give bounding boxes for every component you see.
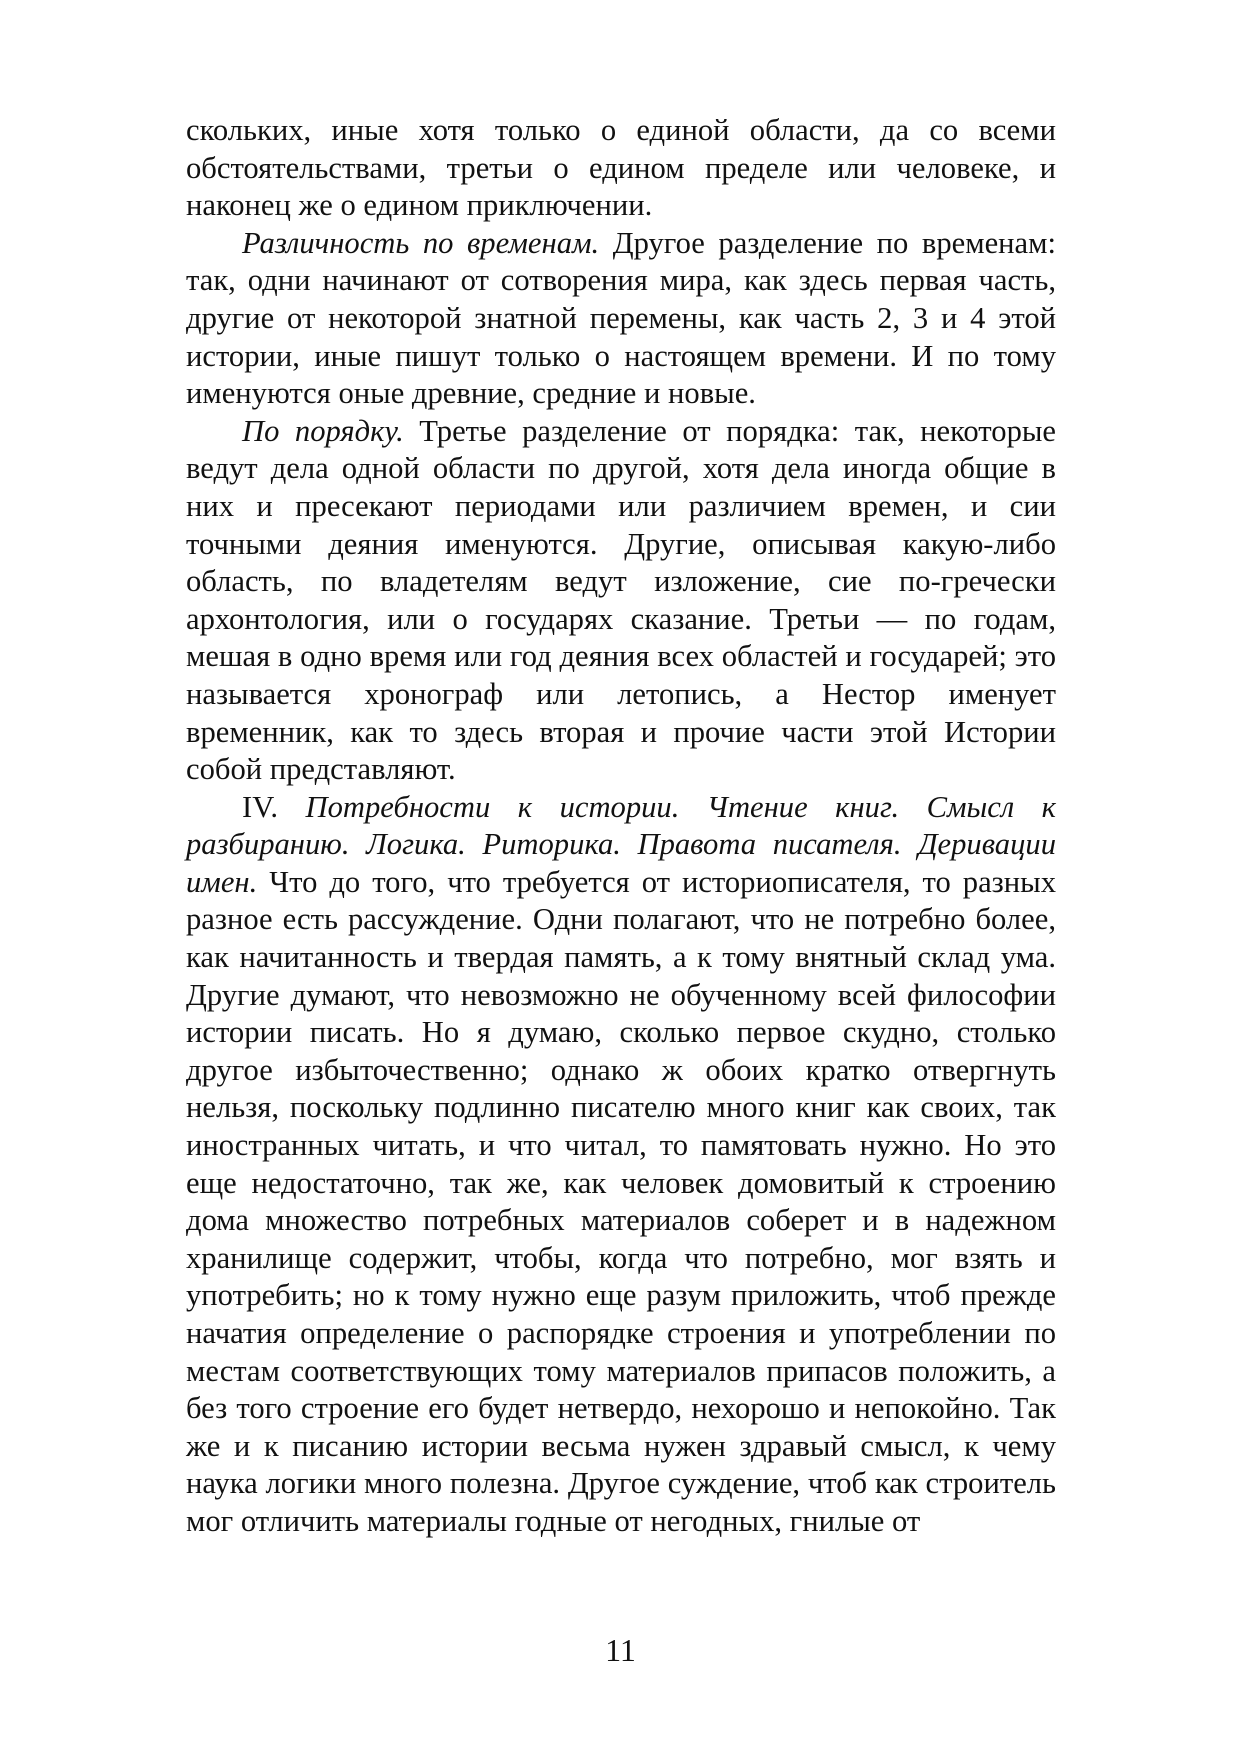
paragraph-4-heading: Потребности к истории. Чтение книг. Смысл к разбиранию. Логика. Риторика. Правота писателя. Деривации имен. [186, 789, 1056, 899]
paragraph-3 [186, 413, 1056, 789]
paragraph-4-body: Что до того, что требуется от историописателя, то разных разное есть рассуждение. Одни полагают, что не потребно более, как начитанность и твердая память, а к тому внятный склад ума. Другие думают, что невозможно не обученному всей философии истории писать. Но я думаю, сколько первое скудно, столько другое избыточественно; однако ж обоих кратко отвергнуть нельзя, поскольку подлинно писателю много книг как своих, так иностранных читать, и что читал, то памятовать нужно. Но это еще недостаточно, так же, как человек домовитый к строению дома множество потребных материалов соберет и в надежном хранилище содержит, чтобы, когда что потребно, мог взять и употребить; но к тому нужно еще разум приложить, чтоб прежде начатия определение о распорядке строения и употреблении по местам соответствующих тому материалов припасов положить, а без того строение его будет нетвердо, нехорошо и непокойно. Так же и к писанию истории весьма нужен здравый смысл, к чему наука логики много полезна. Другое суждение, чтоб как строитель мог отличить материалы годные от негодных, гнилые от [186, 864, 1056, 1538]
section-numeral: IV. [242, 789, 306, 824]
page-number: 11 [605, 1632, 636, 1668]
page-text [186, 112, 1056, 1541]
paragraph-2-body: Другое разделение по временам: так, одни начинают от сотворения мира, как здесь первая часть, другие от некоторой знатной перемены, как часть 2, 3 и 4 этой истории, иные пишут только о настоящем времени. И по тому именуются оные древние, средние и новые. [186, 225, 1056, 411]
paragraph-3-body: Третье разделение от порядка: так, некоторые ведут дела одной области по другой, хотя дела иногда общие в них и пресекают периодами или различием времен, и сии точными деяния именуются. Другие, описывая какую-либо область, по владетелям ведут изложение, сие по-гречески архонтология, или о государях сказание. Третьи — по годам, мешая в одно время или год деяния всех областей и государей; это называется хронограф или летопись, а Нестор именует временник, как то здесь вторая и прочие части этой Истории собой представляют. [186, 413, 1056, 787]
paragraph-3-heading: По порядку. [242, 413, 404, 448]
paragraph-1 [186, 112, 1056, 225]
paragraph-4 [186, 789, 1056, 1541]
paragraph-2 [186, 225, 1056, 413]
paragraph-1-body: скольких, иные хотя только о единой области, да со всеми обстоятельствами, третьи о едином пределе или человеке, и наконец же о едином приключении. [186, 113, 1056, 223]
paragraph-2-heading: Различность по временам. [242, 225, 600, 260]
